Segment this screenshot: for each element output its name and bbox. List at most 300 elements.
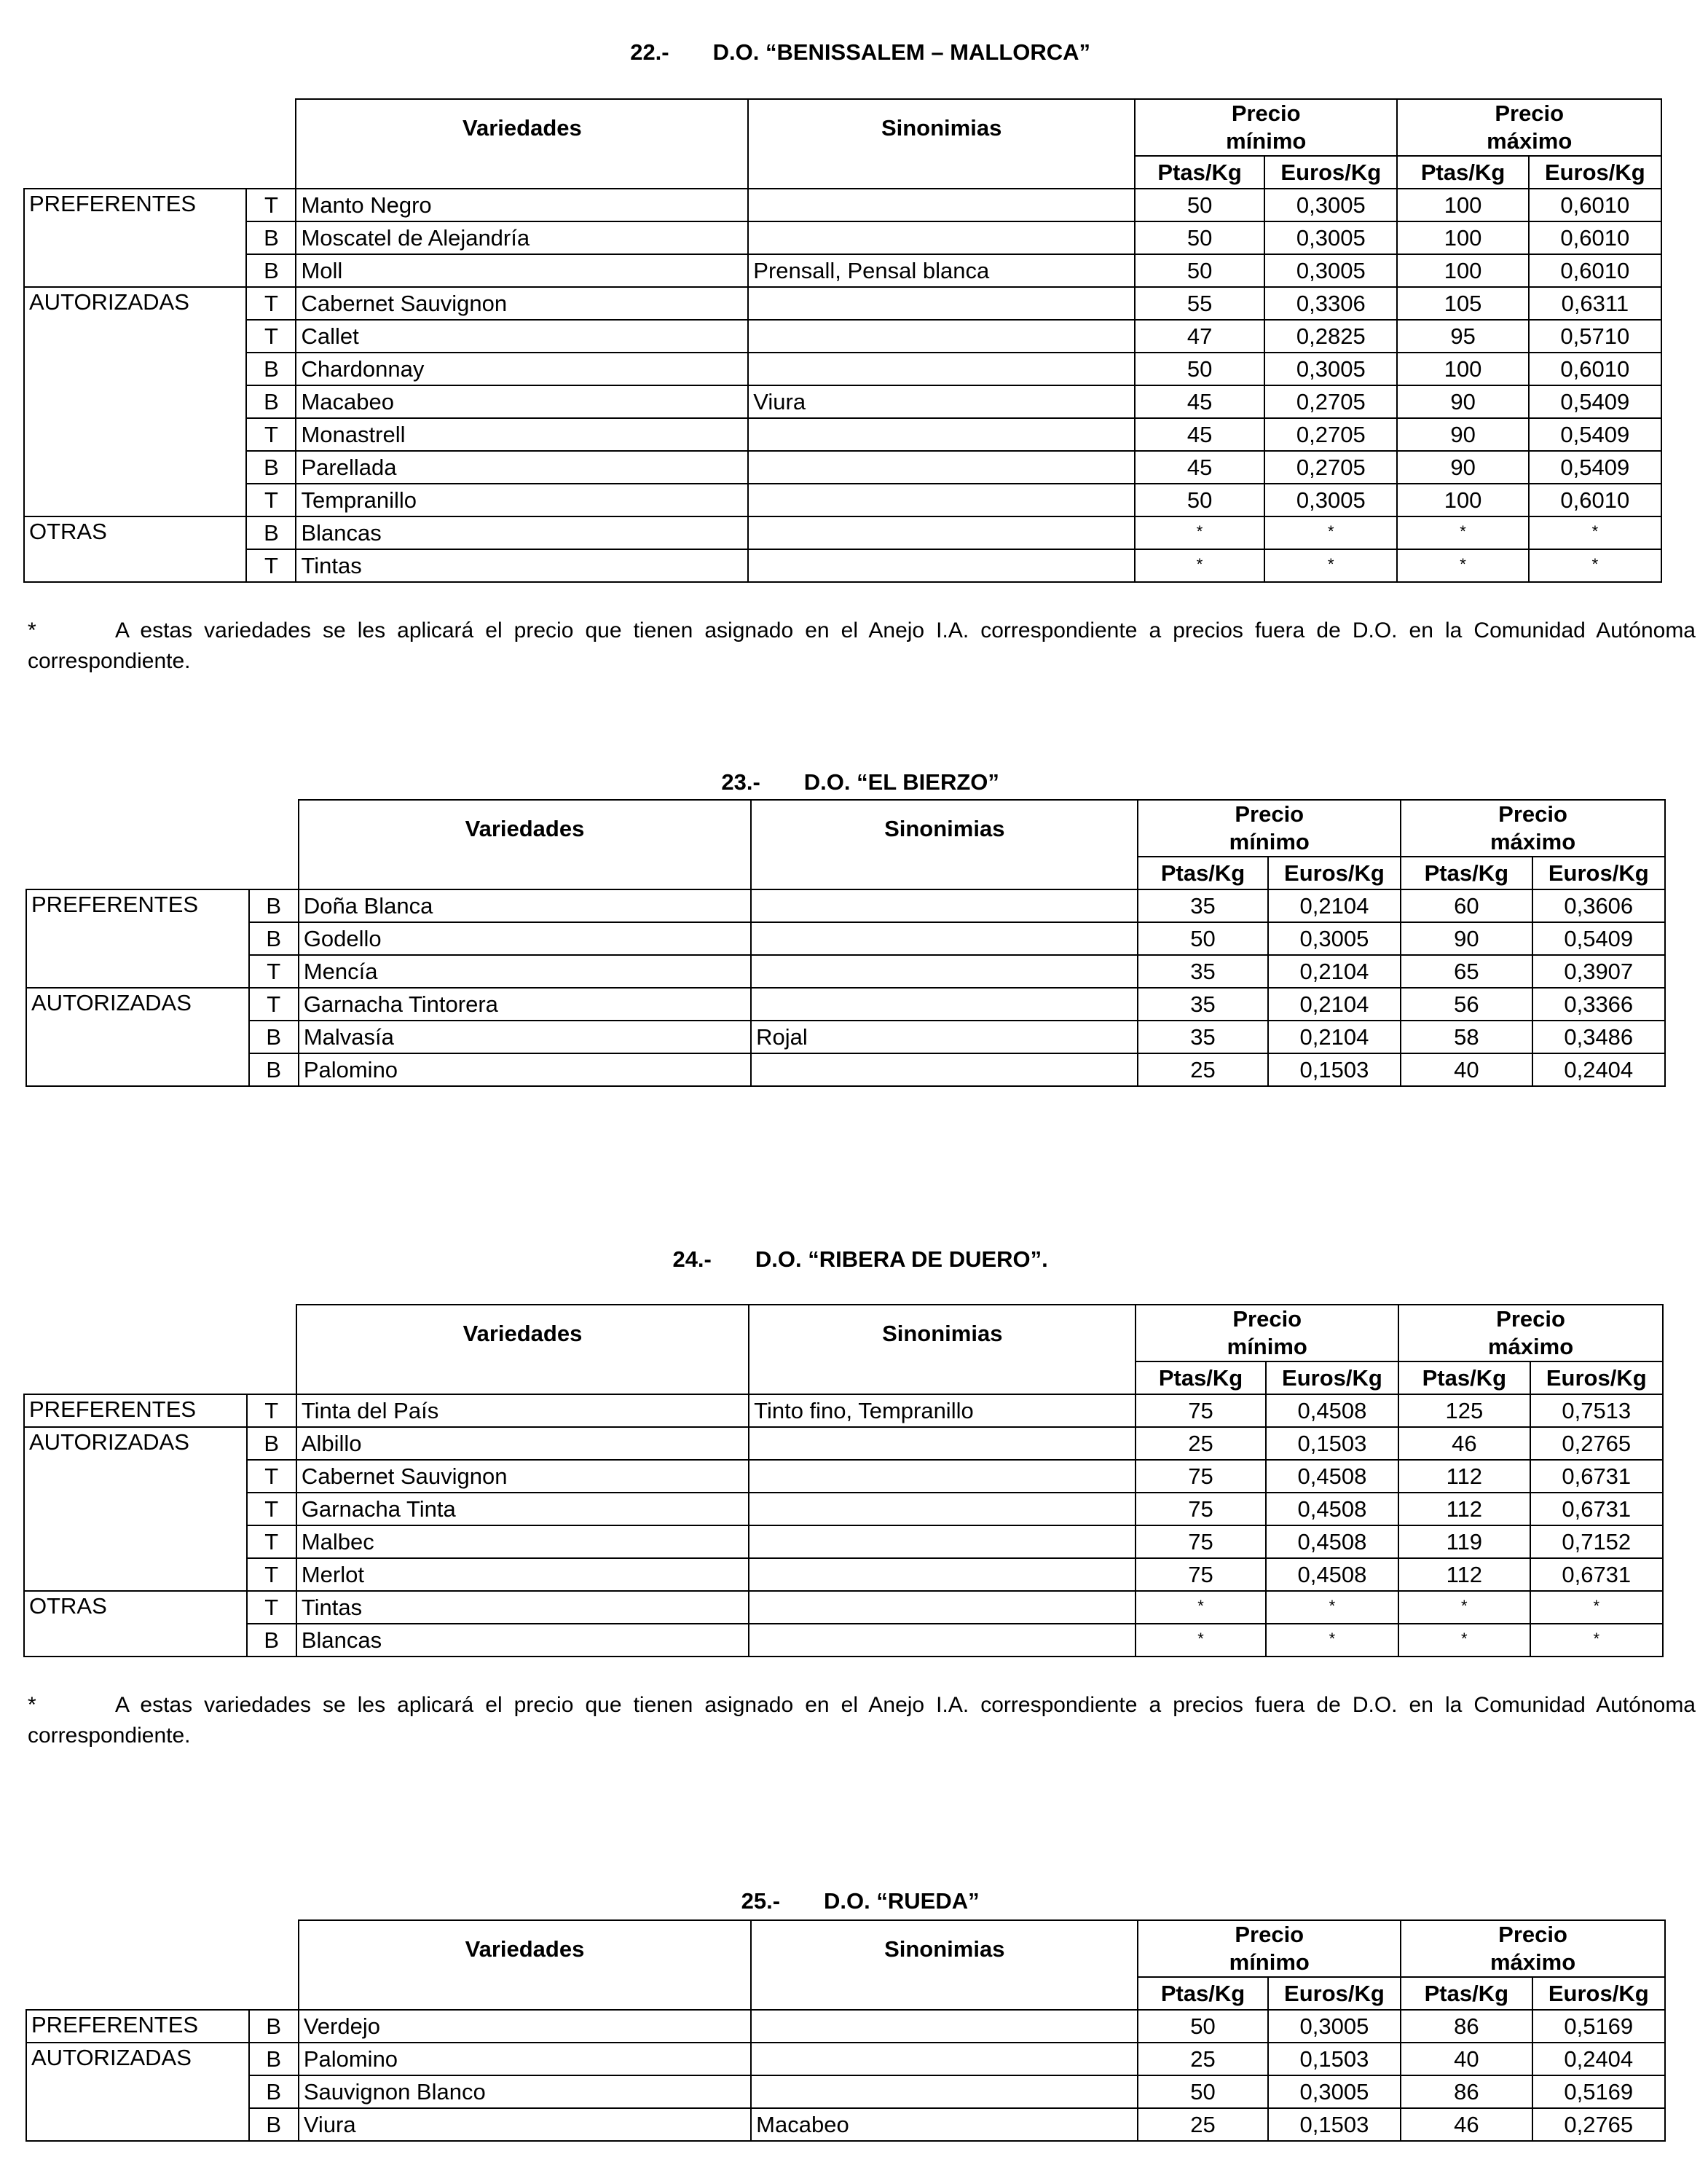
- euros-min-cell: 0,2705: [1264, 385, 1397, 418]
- euros-min-cell: 0,4508: [1266, 1525, 1398, 1558]
- section-number: 25.-: [741, 1888, 781, 1914]
- variety-cell: Albillo: [296, 1427, 749, 1460]
- variety-cell: Tinta del País: [296, 1394, 749, 1427]
- table-row: [24, 1591, 1663, 1624]
- variety-cell: Godello: [299, 922, 751, 955]
- header-precio-maximo: Precio máximo: [1401, 1920, 1665, 1977]
- type-cell: B: [246, 451, 296, 484]
- ptas-max-cell: 100: [1397, 353, 1528, 385]
- type-cell: T: [247, 1394, 296, 1427]
- euros-max-cell: 0,3366: [1532, 988, 1665, 1021]
- euros-min-cell: 0,3005: [1264, 254, 1397, 287]
- footnote-marker: *: [28, 1693, 36, 1717]
- section-number: 24.-: [672, 1246, 712, 1272]
- header-euros: Euros/Kg: [1532, 857, 1665, 889]
- euros-max-cell: 0,6311: [1529, 287, 1661, 320]
- synonym-cell: [751, 889, 1138, 922]
- ptas-min-cell: 45: [1135, 418, 1264, 451]
- footnote: [28, 616, 1696, 677]
- group-label: PREFERENTES: [26, 889, 249, 988]
- ptas-max-cell: 90: [1401, 922, 1532, 955]
- ptas-max-cell: 86: [1401, 2075, 1532, 2108]
- synonym-cell: Viura: [748, 385, 1135, 418]
- table-row: [24, 320, 1661, 353]
- header-variedades: Variedades: [296, 99, 748, 156]
- table-row: [24, 1394, 1663, 1427]
- group-label: AUTORIZADAS: [24, 1427, 247, 1591]
- ptas-max-cell: *: [1397, 516, 1528, 549]
- euros-max-cell: 0,7152: [1530, 1525, 1663, 1558]
- type-cell: B: [246, 516, 296, 549]
- ptas-max-cell: 112: [1398, 1558, 1530, 1591]
- table-row: [24, 1525, 1663, 1558]
- ptas-min-cell: 50: [1135, 254, 1264, 287]
- header-precio-maximo: Precio máximo: [1397, 99, 1661, 156]
- type-cell: B: [247, 1427, 296, 1460]
- variety-cell: Manto Negro: [296, 189, 748, 221]
- synonym-cell: [751, 2075, 1138, 2108]
- ptas-min-cell: 25: [1138, 2043, 1267, 2075]
- euros-max-cell: 0,6010: [1529, 189, 1661, 221]
- table-row: [24, 516, 1661, 549]
- euros-max-cell: *: [1529, 516, 1661, 549]
- euros-min-cell: 0,4508: [1266, 1493, 1398, 1525]
- euros-min-cell: *: [1264, 516, 1397, 549]
- ptas-max-cell: 90: [1397, 385, 1528, 418]
- variety-cell: Mencía: [299, 955, 751, 988]
- euros-min-cell: 0,3005: [1264, 221, 1397, 254]
- header-euros: Euros/Kg: [1264, 156, 1397, 189]
- type-cell: B: [246, 221, 296, 254]
- table-row: [24, 353, 1661, 385]
- synonym-cell: [748, 320, 1135, 353]
- header-euros: Euros/Kg: [1266, 1361, 1398, 1394]
- synonym-cell: Rojal: [751, 1021, 1138, 1053]
- ptas-max-cell: 58: [1401, 1021, 1532, 1053]
- ptas-min-cell: *: [1135, 549, 1264, 582]
- type-cell: T: [246, 287, 296, 320]
- ptas-min-cell: 35: [1138, 889, 1267, 922]
- ptas-min-cell: 47: [1135, 320, 1264, 353]
- section-title: [0, 1862, 1708, 1914]
- type-cell: B: [249, 1021, 299, 1053]
- variety-cell: Merlot: [296, 1558, 749, 1591]
- ptas-min-cell: *: [1136, 1624, 1265, 1657]
- group-label: AUTORIZADAS: [26, 2043, 249, 2141]
- synonym-cell: Prensall, Pensal blanca: [748, 254, 1135, 287]
- euros-max-cell: 0,6010: [1529, 484, 1661, 516]
- euros-max-cell: 0,3606: [1532, 889, 1665, 922]
- euros-min-cell: 0,1503: [1268, 2108, 1401, 2141]
- table-row: [26, 889, 1665, 922]
- header-sinonimias: Sinonimias: [749, 1305, 1136, 1361]
- header-variedades: Variedades: [296, 1305, 749, 1361]
- section-name: D.O. “EL BIERZO”: [803, 769, 999, 795]
- table-row: [26, 1021, 1665, 1053]
- ptas-max-cell: 125: [1398, 1394, 1530, 1427]
- table-row: [24, 1493, 1663, 1525]
- euros-min-cell: 0,2104: [1268, 889, 1401, 922]
- ptas-max-cell: 40: [1401, 1053, 1532, 1086]
- table-row: [24, 287, 1661, 320]
- ptas-max-cell: 90: [1397, 418, 1528, 451]
- table-row: [24, 221, 1661, 254]
- variety-cell: Callet: [296, 320, 748, 353]
- group-label: AUTORIZADAS: [24, 287, 246, 516]
- table-row: [26, 2043, 1665, 2075]
- euros-max-cell: 0,3907: [1532, 955, 1665, 988]
- section-name: D.O. “BENISSALEM – MALLORCA”: [712, 39, 1091, 65]
- type-cell: B: [246, 353, 296, 385]
- header-sinonimias: Sinonimias: [748, 99, 1135, 156]
- euros-min-cell: 0,4508: [1266, 1558, 1398, 1591]
- ptas-min-cell: 35: [1138, 955, 1267, 988]
- price-table: [23, 1304, 1664, 1657]
- type-cell: T: [246, 320, 296, 353]
- synonym-cell: [748, 549, 1135, 582]
- table-row: [24, 1624, 1663, 1657]
- euros-max-cell: 0,5409: [1529, 451, 1661, 484]
- header-ptas: Ptas/Kg: [1135, 156, 1264, 189]
- ptas-max-cell: 119: [1398, 1525, 1530, 1558]
- synonym-cell: [751, 2010, 1138, 2043]
- type-cell: T: [247, 1460, 296, 1493]
- synonym-cell: Macabeo: [751, 2108, 1138, 2141]
- synonym-cell: [749, 1427, 1136, 1460]
- ptas-max-cell: 60: [1401, 889, 1532, 922]
- euros-max-cell: 0,6731: [1530, 1493, 1663, 1525]
- variety-cell: Tintas: [296, 1591, 749, 1624]
- euros-min-cell: 0,3005: [1264, 484, 1397, 516]
- variety-cell: Macabeo: [296, 385, 748, 418]
- euros-max-cell: 0,6010: [1529, 221, 1661, 254]
- ptas-min-cell: 25: [1136, 1427, 1265, 1460]
- header-ptas: Ptas/Kg: [1138, 1977, 1267, 2010]
- euros-max-cell: *: [1530, 1591, 1663, 1624]
- euros-min-cell: 0,3005: [1268, 2075, 1401, 2108]
- section-name: D.O. “RIBERA DE DUERO”.: [755, 1246, 1048, 1272]
- synonym-cell: [748, 418, 1135, 451]
- ptas-min-cell: 25: [1138, 2108, 1267, 2141]
- group-label: PREFERENTES: [26, 2010, 249, 2043]
- variety-cell: Monastrell: [296, 418, 748, 451]
- euros-min-cell: 0,3005: [1268, 922, 1401, 955]
- header-euros: Euros/Kg: [1529, 156, 1661, 189]
- type-cell: B: [246, 385, 296, 418]
- variety-cell: Verdejo: [299, 2010, 751, 2043]
- header-precio-minimo: Precio mínimo: [1138, 1920, 1401, 1977]
- header-sinonimias: Sinonimias: [751, 1920, 1138, 1977]
- group-label: OTRAS: [24, 1591, 247, 1657]
- type-cell: T: [247, 1493, 296, 1525]
- euros-max-cell: 0,2765: [1532, 2108, 1665, 2141]
- euros-min-cell: 0,3005: [1264, 353, 1397, 385]
- table-row: [26, 2108, 1665, 2141]
- ptas-max-cell: 46: [1398, 1427, 1530, 1460]
- synonym-cell: [748, 221, 1135, 254]
- variety-cell: Malbec: [296, 1525, 749, 1558]
- synonym-cell: [748, 484, 1135, 516]
- table-row: [26, 955, 1665, 988]
- ptas-max-cell: 100: [1397, 189, 1528, 221]
- table-row: [26, 2075, 1665, 2108]
- ptas-min-cell: 75: [1136, 1493, 1265, 1525]
- table-row: [24, 549, 1661, 582]
- euros-min-cell: 0,3306: [1264, 287, 1397, 320]
- table-row: [24, 418, 1661, 451]
- ptas-max-cell: 46: [1401, 2108, 1532, 2141]
- table-row: [26, 988, 1665, 1021]
- variety-cell: Chardonnay: [296, 353, 748, 385]
- variety-cell: Garnacha Tinta: [296, 1493, 749, 1525]
- ptas-max-cell: *: [1397, 549, 1528, 582]
- table-row: [24, 484, 1661, 516]
- header-variedades: Variedades: [299, 1920, 751, 1977]
- euros-max-cell: 0,5710: [1529, 320, 1661, 353]
- table-row: [24, 385, 1661, 418]
- type-cell: B: [247, 1624, 296, 1657]
- table-row: [26, 2010, 1665, 2043]
- euros-max-cell: 0,6731: [1530, 1558, 1663, 1591]
- euros-max-cell: 0,2404: [1532, 2043, 1665, 2075]
- group-label: PREFERENTES: [24, 1394, 247, 1427]
- table-row: [24, 189, 1661, 221]
- ptas-min-cell: 55: [1135, 287, 1264, 320]
- ptas-min-cell: 50: [1135, 189, 1264, 221]
- euros-max-cell: 0,7513: [1530, 1394, 1663, 1427]
- type-cell: T: [247, 1558, 296, 1591]
- euros-max-cell: 0,2765: [1530, 1427, 1663, 1460]
- euros-max-cell: 0,5169: [1532, 2010, 1665, 2043]
- euros-max-cell: 0,5409: [1532, 922, 1665, 955]
- type-cell: B: [249, 2075, 299, 2108]
- variety-cell: Sauvignon Blanco: [299, 2075, 751, 2108]
- header-ptas: Ptas/Kg: [1397, 156, 1528, 189]
- ptas-min-cell: *: [1135, 516, 1264, 549]
- euros-max-cell: 0,6010: [1529, 353, 1661, 385]
- footnote-text: A estas variedades se les aplicará el precio que tienen asignado en el Anejo I.A. correspondiente a precios fuera de D.O. en la Comunidad Autónoma correspondiente.: [28, 1693, 1696, 1748]
- header-precio-minimo: Precio mínimo: [1135, 99, 1397, 156]
- euros-min-cell: 0,2825: [1264, 320, 1397, 353]
- variety-cell: Moscatel de Alejandría: [296, 221, 748, 254]
- header-precio-maximo: Precio máximo: [1401, 800, 1665, 857]
- ptas-max-cell: 100: [1397, 254, 1528, 287]
- footnote: [28, 1690, 1696, 1751]
- euros-min-cell: 0,2705: [1264, 418, 1397, 451]
- section-name: D.O. “RUEDA”: [824, 1888, 980, 1914]
- euros-min-cell: 0,1503: [1268, 2043, 1401, 2075]
- type-cell: B: [249, 2010, 299, 2043]
- variety-cell: Blancas: [296, 516, 748, 549]
- euros-max-cell: 0,6731: [1530, 1460, 1663, 1493]
- euros-min-cell: 0,1503: [1268, 1053, 1401, 1086]
- header-ptas: Ptas/Kg: [1398, 1361, 1530, 1394]
- ptas-max-cell: 56: [1401, 988, 1532, 1021]
- synonym-cell: [748, 451, 1135, 484]
- synonym-cell: [751, 955, 1138, 988]
- section-title: [0, 13, 1708, 66]
- header-ptas: Ptas/Kg: [1136, 1361, 1265, 1394]
- ptas-max-cell: 86: [1401, 2010, 1532, 2043]
- type-cell: T: [247, 1591, 296, 1624]
- euros-max-cell: 0,5409: [1529, 418, 1661, 451]
- variety-cell: Viura: [299, 2108, 751, 2141]
- euros-max-cell: 0,2404: [1532, 1053, 1665, 1086]
- footnote-text: A estas variedades se les aplicará el precio que tienen asignado en el Anejo I.A. correspondiente a precios fuera de D.O. en la Comunidad Autónoma correspondiente.: [28, 618, 1696, 673]
- group-label: PREFERENTES: [24, 189, 246, 287]
- ptas-min-cell: 45: [1135, 451, 1264, 484]
- type-cell: B: [249, 889, 299, 922]
- ptas-min-cell: 35: [1138, 1021, 1267, 1053]
- type-cell: T: [246, 484, 296, 516]
- synonym-cell: [749, 1558, 1136, 1591]
- euros-max-cell: 0,6010: [1529, 254, 1661, 287]
- euros-min-cell: 0,4508: [1266, 1394, 1398, 1427]
- ptas-min-cell: 75: [1136, 1460, 1265, 1493]
- euros-min-cell: 0,1503: [1266, 1427, 1398, 1460]
- type-cell: T: [246, 549, 296, 582]
- synonym-cell: [748, 353, 1135, 385]
- euros-min-cell: 0,3005: [1264, 189, 1397, 221]
- ptas-max-cell: 95: [1397, 320, 1528, 353]
- table-row: [24, 1427, 1663, 1460]
- price-table: [25, 799, 1666, 1087]
- euros-max-cell: *: [1530, 1624, 1663, 1657]
- synonym-cell: [748, 516, 1135, 549]
- variety-cell: Tintas: [296, 549, 748, 582]
- ptas-min-cell: 50: [1138, 922, 1267, 955]
- header-sinonimias: Sinonimias: [751, 800, 1138, 857]
- header-ptas: Ptas/Kg: [1401, 1977, 1532, 2010]
- ptas-max-cell: 105: [1397, 287, 1528, 320]
- type-cell: T: [249, 955, 299, 988]
- synonym-cell: [748, 189, 1135, 221]
- variety-cell: Cabernet Sauvignon: [296, 287, 748, 320]
- variety-cell: Moll: [296, 254, 748, 287]
- synonym-cell: Tinto fino, Tempranillo: [749, 1394, 1136, 1427]
- header-euros: Euros/Kg: [1532, 1977, 1665, 2010]
- section-number: 22.-: [630, 39, 669, 65]
- header-precio-maximo: Precio máximo: [1398, 1305, 1663, 1361]
- variety-cell: Malvasía: [299, 1021, 751, 1053]
- variety-cell: Garnacha Tintorera: [299, 988, 751, 1021]
- euros-min-cell: 0,4508: [1266, 1460, 1398, 1493]
- euros-max-cell: 0,5169: [1532, 2075, 1665, 2108]
- euros-min-cell: *: [1266, 1591, 1398, 1624]
- group-label: AUTORIZADAS: [26, 988, 249, 1086]
- section-number: 23.-: [721, 769, 760, 795]
- header-variedades: Variedades: [299, 800, 751, 857]
- euros-max-cell: *: [1529, 549, 1661, 582]
- variety-cell: Tempranillo: [296, 484, 748, 516]
- synonym-cell: [749, 1460, 1136, 1493]
- header-euros: Euros/Kg: [1268, 857, 1401, 889]
- ptas-min-cell: 75: [1136, 1558, 1265, 1591]
- type-cell: T: [247, 1525, 296, 1558]
- euros-min-cell: 0,2104: [1268, 955, 1401, 988]
- type-cell: B: [249, 922, 299, 955]
- table-row: [24, 451, 1661, 484]
- type-cell: B: [246, 254, 296, 287]
- ptas-min-cell: 50: [1135, 353, 1264, 385]
- header-precio-minimo: Precio mínimo: [1136, 1305, 1398, 1361]
- variety-cell: Cabernet Sauvignon: [296, 1460, 749, 1493]
- footnote-marker: *: [28, 618, 36, 642]
- ptas-min-cell: 35: [1138, 988, 1267, 1021]
- header-ptas: Ptas/Kg: [1401, 857, 1532, 889]
- synonym-cell: [749, 1591, 1136, 1624]
- variety-cell: Doña Blanca: [299, 889, 751, 922]
- type-cell: B: [249, 1053, 299, 1086]
- ptas-max-cell: 112: [1398, 1493, 1530, 1525]
- table-row: [24, 1460, 1663, 1493]
- table-row: [26, 922, 1665, 955]
- header-ptas: Ptas/Kg: [1138, 857, 1267, 889]
- synonym-cell: [751, 922, 1138, 955]
- ptas-min-cell: *: [1136, 1591, 1265, 1624]
- variety-cell: Palomino: [299, 2043, 751, 2075]
- synonym-cell: [749, 1493, 1136, 1525]
- ptas-max-cell: 112: [1398, 1460, 1530, 1493]
- type-cell: T: [246, 189, 296, 221]
- section-title: [0, 1220, 1708, 1273]
- ptas-min-cell: 75: [1136, 1525, 1265, 1558]
- ptas-max-cell: *: [1398, 1591, 1530, 1624]
- ptas-min-cell: 45: [1135, 385, 1264, 418]
- header-precio-minimo: Precio mínimo: [1138, 800, 1401, 857]
- price-table: [25, 1919, 1666, 2142]
- ptas-max-cell: 90: [1397, 451, 1528, 484]
- ptas-min-cell: 25: [1138, 1053, 1267, 1086]
- euros-max-cell: 0,3486: [1532, 1021, 1665, 1053]
- ptas-max-cell: 100: [1397, 484, 1528, 516]
- type-cell: T: [249, 988, 299, 1021]
- table-row: [24, 254, 1661, 287]
- ptas-max-cell: 100: [1397, 221, 1528, 254]
- euros-max-cell: 0,5409: [1529, 385, 1661, 418]
- euros-min-cell: 0,2104: [1268, 1021, 1401, 1053]
- euros-min-cell: *: [1266, 1624, 1398, 1657]
- ptas-min-cell: 50: [1135, 484, 1264, 516]
- group-label: OTRAS: [24, 516, 246, 582]
- ptas-min-cell: 50: [1138, 2075, 1267, 2108]
- euros-min-cell: *: [1264, 549, 1397, 582]
- type-cell: B: [249, 2043, 299, 2075]
- price-table: [23, 98, 1662, 583]
- ptas-max-cell: *: [1398, 1624, 1530, 1657]
- synonym-cell: [748, 287, 1135, 320]
- variety-cell: Palomino: [299, 1053, 751, 1086]
- synonym-cell: [751, 1053, 1138, 1086]
- synonym-cell: [749, 1525, 1136, 1558]
- euros-min-cell: 0,3005: [1268, 2010, 1401, 2043]
- type-cell: B: [249, 2108, 299, 2141]
- header-euros: Euros/Kg: [1268, 1977, 1401, 2010]
- table-row: [24, 1558, 1663, 1591]
- table-row: [26, 1053, 1665, 1086]
- ptas-max-cell: 65: [1401, 955, 1532, 988]
- euros-min-cell: 0,2705: [1264, 451, 1397, 484]
- ptas-min-cell: 75: [1136, 1394, 1265, 1427]
- section-title: [0, 743, 1708, 795]
- type-cell: T: [246, 418, 296, 451]
- variety-cell: Blancas: [296, 1624, 749, 1657]
- ptas-max-cell: 40: [1401, 2043, 1532, 2075]
- variety-cell: Parellada: [296, 451, 748, 484]
- ptas-min-cell: 50: [1135, 221, 1264, 254]
- synonym-cell: [749, 1624, 1136, 1657]
- header-euros: Euros/Kg: [1530, 1361, 1663, 1394]
